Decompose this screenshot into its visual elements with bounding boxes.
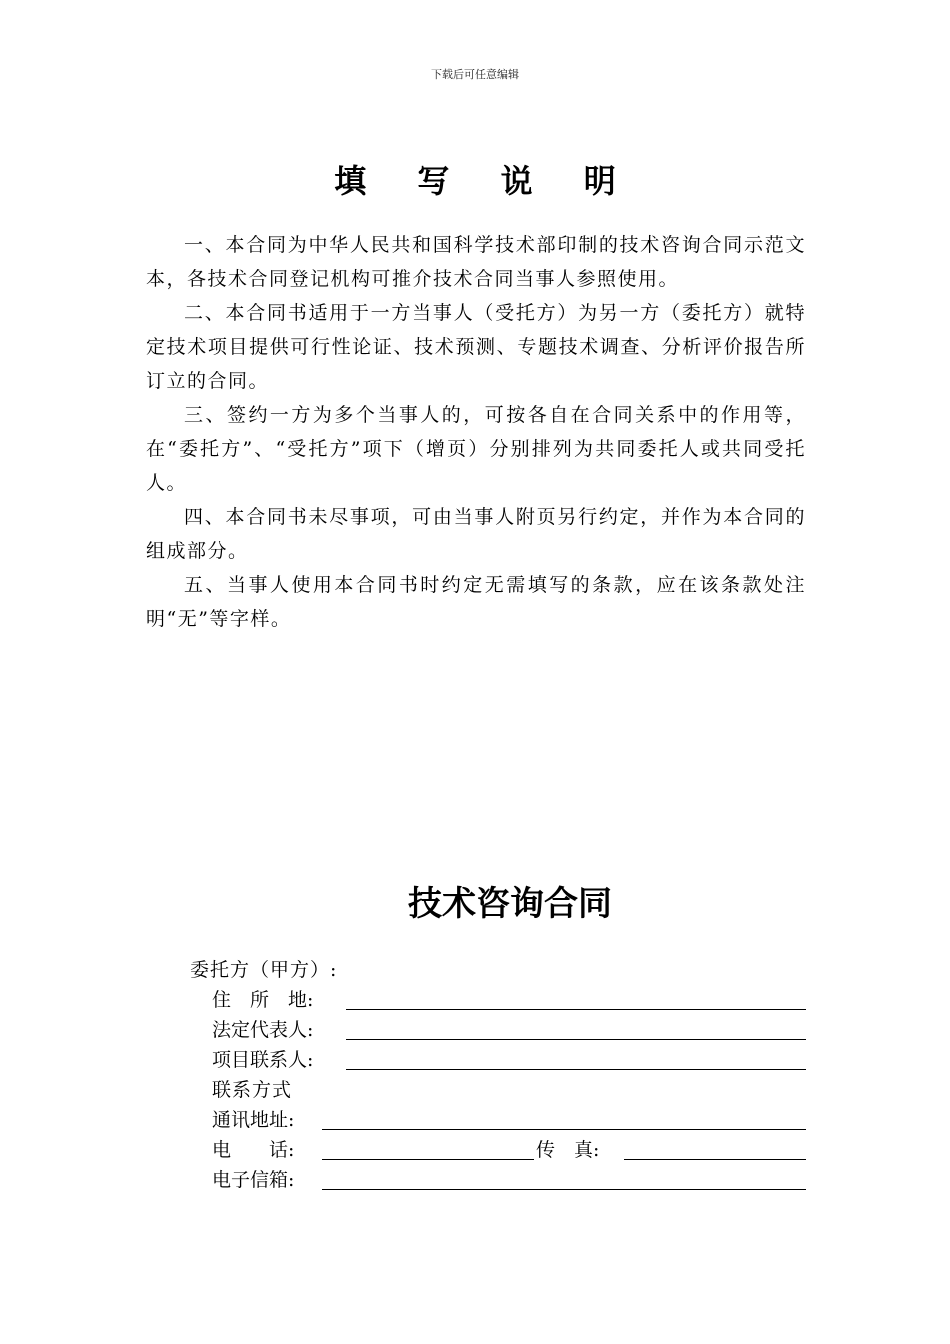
address-row [190, 985, 806, 1015]
contact-method-label: 联系方式 [212, 1079, 293, 1101]
client-party-heading: 委托方（甲方）: [190, 959, 338, 981]
mailing-address-row [190, 1105, 806, 1135]
fax-field[interactable] [624, 1159, 806, 1160]
instructions-section [146, 228, 806, 636]
phone-fax-row [190, 1135, 806, 1165]
email-field[interactable] [322, 1189, 806, 1190]
mailing-address-label: 通讯地址: [212, 1109, 295, 1131]
phone-field[interactable] [322, 1159, 534, 1160]
contact-method-row [190, 1075, 806, 1105]
client-party-section [190, 955, 806, 1195]
instruction-paragraph: 五、当事人使用本合同书时约定无需填写的条款，应在该条款处注明“无”等字样。 [146, 574, 806, 630]
mailing-address-field[interactable] [322, 1129, 806, 1130]
legal-rep-field[interactable] [346, 1039, 806, 1040]
instructions-title: 填 写 说 明 [334, 162, 636, 200]
email-row [190, 1165, 806, 1195]
fax-label: 传 真: [536, 1139, 600, 1161]
instruction-paragraph: 四、本合同书未尽事项，可由当事人附页另行约定，并作为本合同的组成部分。 [146, 506, 806, 562]
email-label: 电子信箱: [212, 1169, 295, 1191]
legal-rep-row [190, 1015, 806, 1045]
instruction-paragraph: 三、签约一方为多个当事人的，可按各自在合同关系中的作用等，在“委托方”、“受托方”项下（增页）分别排列为共同委托人或共同受托人。 [146, 404, 806, 494]
contact-person-label: 项目联系人: [212, 1049, 314, 1071]
legal-rep-label: 法定代表人: [212, 1019, 314, 1041]
contract-title: 技术咨询合同 [408, 884, 612, 924]
header-note: 下载后可任意编辑 [431, 68, 519, 81]
instruction-paragraph: 二、本合同书适用于一方当事人（受托方）为另一方（委托方）就特定技术项目提供可行性论证、技术预测、专题技术调查、分析评价报告所订立的合同。 [146, 302, 806, 392]
contact-person-row [190, 1045, 806, 1075]
address-label: 住 所 地: [212, 989, 314, 1011]
contact-person-field[interactable] [346, 1069, 806, 1070]
phone-label: 电 话: [212, 1139, 295, 1161]
instruction-paragraph: 一、本合同为中华人民共和国科学技术部印制的技术咨询合同示范文本，各技术合同登记机构可推介技术合同当事人参照使用。 [146, 234, 806, 290]
address-field[interactable] [346, 1009, 806, 1010]
